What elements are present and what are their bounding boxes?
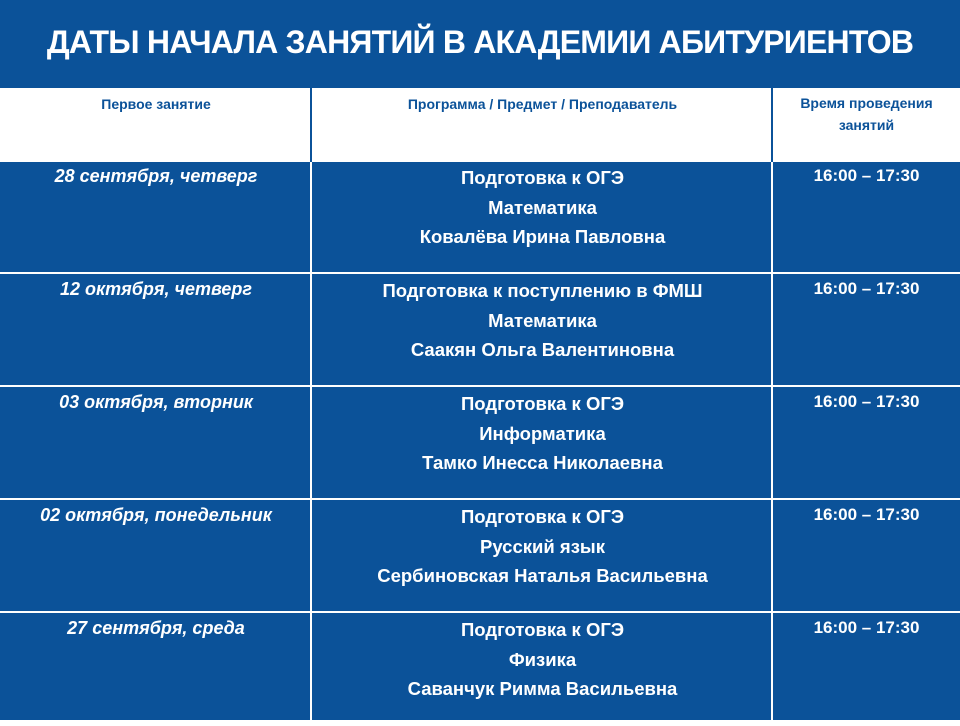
schedule-table xyxy=(0,88,960,720)
table-row xyxy=(0,388,960,500)
header-time-line2: занятий xyxy=(838,117,895,133)
row-subject: Информатика xyxy=(479,422,606,444)
row-teacher: Саванчук Римма Васильевна xyxy=(407,678,678,699)
header-program: Программа / Предмет / Преподаватель xyxy=(407,96,678,112)
table-row xyxy=(0,501,960,613)
row-time: 16:00 – 17:30 xyxy=(813,279,920,298)
row-date: 12 октября, четверг xyxy=(59,279,253,299)
header-time xyxy=(773,88,960,162)
row-program-cell xyxy=(312,501,773,591)
row-teacher: Тамко Инесса Николаевна xyxy=(422,452,663,473)
row-date: 27 сентября, среда xyxy=(67,618,245,638)
row-subject: Русский язык xyxy=(480,535,605,557)
row-time: 16:00 – 17:30 xyxy=(813,618,920,637)
row-program-cell xyxy=(312,162,773,252)
row-teacher: Сербиновская Наталья Васильевна xyxy=(377,565,708,586)
row-time: 16:00 – 17:30 xyxy=(813,505,920,524)
row-program: Подготовка к поступлению в ФМШ xyxy=(382,280,703,301)
row-date: 02 октября, понедельник xyxy=(40,505,272,525)
title-banner xyxy=(0,0,960,88)
row-date: 28 сентября, четверг xyxy=(54,166,258,186)
row-subject: Физика xyxy=(508,648,577,670)
row-program: Подготовка к ОГЭ xyxy=(460,506,624,527)
row-program: Подготовка к ОГЭ xyxy=(460,393,624,414)
row-teacher: Ковалёва Ирина Павловна xyxy=(419,226,666,247)
row-program-cell xyxy=(312,388,773,478)
header-time-line1: Время проведения xyxy=(800,95,933,111)
table-row xyxy=(0,162,960,274)
row-time: 16:00 – 17:30 xyxy=(813,392,920,411)
table-body xyxy=(0,162,960,720)
row-date: 03 октября, вторник xyxy=(59,392,253,412)
row-time: 16:00 – 17:30 xyxy=(813,166,920,185)
table-row xyxy=(0,275,960,387)
row-subject: Математика xyxy=(488,196,597,218)
row-program: Подготовка к ОГЭ xyxy=(460,619,624,640)
table-row xyxy=(0,614,960,726)
row-program-cell xyxy=(312,275,773,365)
row-subject: Математика xyxy=(488,309,597,331)
page-title: ДАТЫ НАЧАЛА ЗАНЯТИЙ В АКАДЕМИИ АБИТУРИЕНТОВ xyxy=(46,23,914,60)
row-teacher: Саакян Ольга Валентиновна xyxy=(410,339,675,360)
row-program: Подготовка к ОГЭ xyxy=(460,167,624,188)
table-header-row xyxy=(0,88,960,162)
header-first-lesson: Первое занятие xyxy=(101,96,211,112)
row-program-cell xyxy=(312,614,773,704)
